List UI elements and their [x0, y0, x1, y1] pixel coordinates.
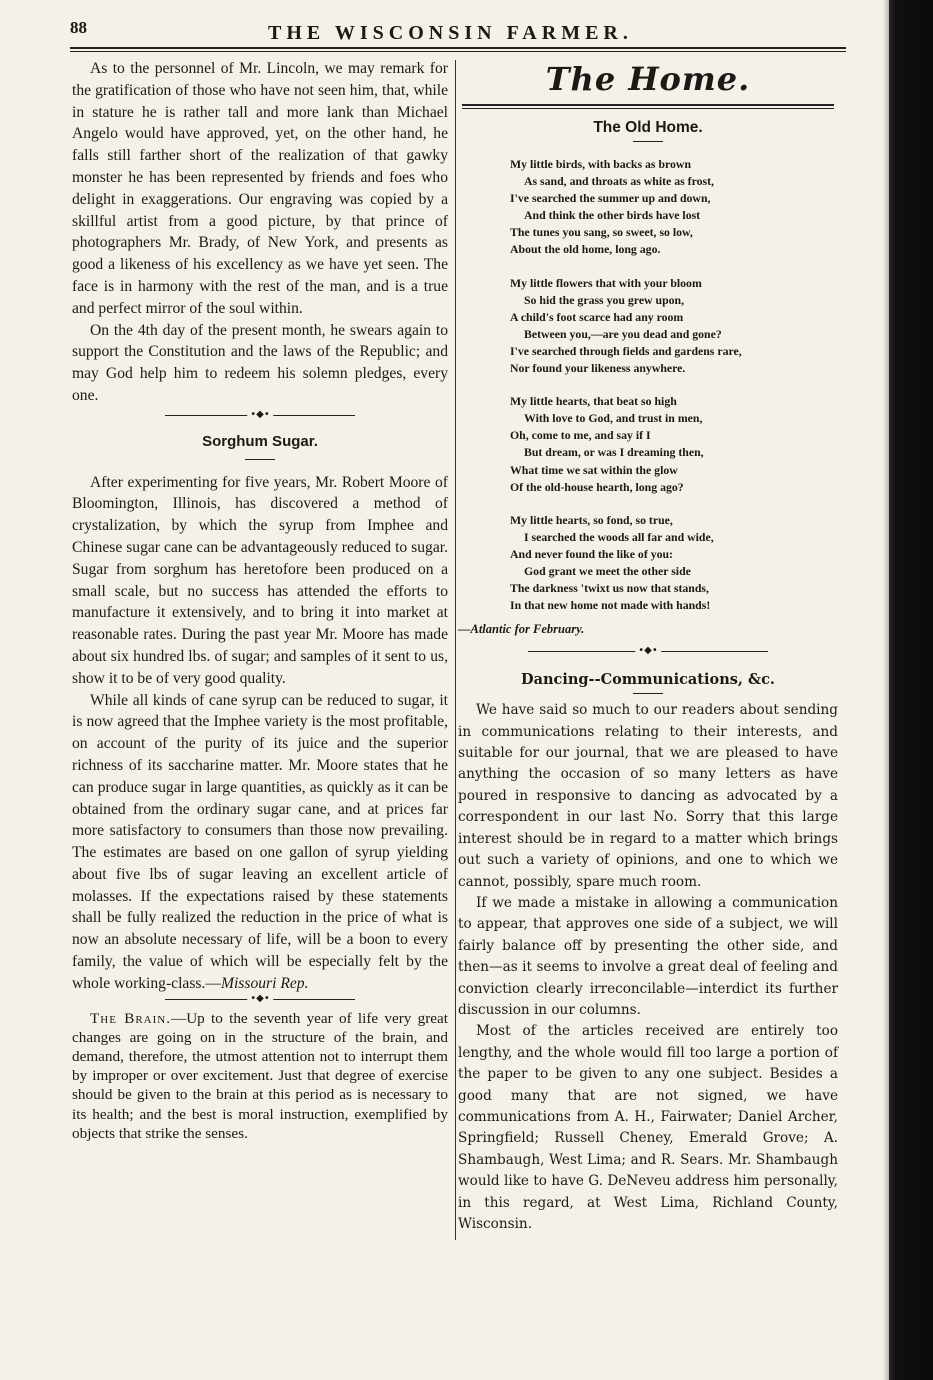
brain-paragraph [72, 1009, 448, 1143]
poem-line: God grant we meet the other side [524, 563, 691, 578]
scan-edge-shadow [889, 0, 933, 1380]
running-title: THE WISCONSIN FARMER. [268, 22, 633, 44]
poem-stanza-3 [510, 393, 838, 496]
sorghum-paragraph-2 [72, 690, 448, 995]
brain-text: —Up to the seventh year of life very great changes are going on in the structure of the brain, and demand, therefore, the utmost attention not to interrupt them by improper or over excitement. Just that degree of exercise should be given to the brain at this period as is necessary to its health; and the best is moral instruction, exemplified by objects that strike the senses. [72, 1009, 448, 1142]
poem-body [510, 156, 838, 614]
poem-line: My little hearts, so fond, so true, [510, 512, 673, 527]
poem-line: Of the old-house hearth, long ago? [510, 479, 684, 494]
sorghum-paragraph-1: After experimenting for five years, Mr. Robert Moore of Bloomington, Illinois, has discovered a method of crystalization, by which the syrup from Imphee and Chinese sugar cane can be advantageously reduced to sugar. Sugar from sorghum has heretofore been produced on a small scale, but no success has attended the efforts to manufacture it extensively, and to bring it into market at reasonable rates. During the past year Mr. Moore has made about six hundred lbs. of sugar; and samples of it sent to us, show it to be of very good quality. [72, 473, 448, 687]
dancing-paragraph-3: Most of the articles received are entirely too lengthy, and the whole would fill too large a portion of the paper to be given to any one subject. Besides a good many that are not signed, we have communications from A. H., Fairwater; Daniel Archer, Springfield; Russell Cheney, Emerald Grove; A. Shambaugh, West Lima; and R. Sears. Mr. Shambaugh would like to have G. DeNeveu address him personally, in this regard, at West Lima, Richland County, Wisconsin. [458, 1023, 838, 1232]
ornamental-rule: •◆• [165, 411, 355, 421]
title-rule [633, 141, 663, 142]
header-rule [70, 47, 846, 52]
column-divider [455, 60, 456, 1240]
sorghum-article [72, 431, 448, 995]
brain-article [72, 1009, 448, 1143]
poem-line: So hid the grass you grew upon, [524, 292, 685, 307]
poem-line: Between you,—are you dead and gone? [524, 326, 722, 341]
sorghum-paragraph-2-text: While all kinds of cane syrup can be reduced to sugar, it is now agreed that the Imphee variety is the most profitable, on account of the purity of its juice and the superior richness of its saccharine matter. Mr. Moore states that he can produce sugar in large quantities, as quickly as it can be obtained from the ordinary sugar cane, and at prices far more satisfactory to consumers than those now prevailing. The estimates are based on one gallon of syrup yielding about five lbs of sugar leaving an excellent article of molasses. If the expectations raised by these statements shall be fully realized the reduction in the price of what is now an absolute necessary of life, will be a boon to every family, the value of which will be especially felt by the whole working-class.— [72, 691, 448, 992]
right-column [458, 58, 838, 1235]
sorghum-source: Missouri Rep. [220, 974, 309, 992]
poem-line: My little flowers that with your bloom [510, 275, 702, 290]
poem-line: The darkness 'twixt us now that stands, [510, 581, 709, 596]
poem-title: The Old Home. [593, 119, 703, 136]
poem-credit: —Atlantic for February. [458, 622, 585, 637]
left-column [72, 58, 448, 1143]
dancing-title: Dancing--Communications, &c. [521, 671, 775, 689]
poem-line: Oh, come to me, and say if I [510, 428, 651, 443]
sorghum-title: Sorghum Sugar. [202, 432, 318, 450]
poem-stanza-2 [510, 275, 838, 378]
poem-line: About the old home, long ago. [510, 242, 661, 257]
title-rule [633, 693, 663, 694]
title-rule [245, 459, 275, 460]
home-department-title: The Home. [545, 60, 751, 98]
poem-line: I searched the woods all far and wide, [524, 529, 714, 544]
page-number: 88 [70, 18, 87, 37]
poem-stanza-4 [510, 512, 838, 615]
poem-line: With love to God, and trust in men, [524, 411, 703, 426]
lincoln-article [72, 58, 448, 407]
poem-line: My little hearts, that beat so high [510, 394, 677, 409]
lincoln-paragraph-1: As to the personnel of Mr. Lincoln, we may remark for the gratification of those who have not seen him, that, while in stature he is rather tall and more lank than Michael Angelo would have approved, yet, on the other hand, he falls still farther short of the realization of that gawky monster he has been represented by friends and foes who delight in exaggerations. Our engraving was copied by a skillful artist from a good picture, by that prince of photographers Mr. Brady, of New York, and presents as good a likeness of his excellency as we have yet seen. The face is in harmony with the rest of the man, and is a true and perfect mirror of the soul within. [72, 60, 448, 317]
ornamental-rule: •◆• [165, 995, 355, 1005]
poem-line: As sand, and throats as white as frost, [524, 174, 714, 189]
poem-line: I've searched through fields and gardens rare, [510, 343, 742, 358]
poem-line: In that new home not made with hands! [510, 598, 711, 613]
dancing-article [458, 700, 838, 1235]
poem-stanza-1 [510, 156, 838, 259]
poem-line: And think the other birds have lost [524, 208, 701, 223]
poem-line: And never found the like of you: [510, 546, 673, 561]
dancing-paragraph-2: If we made a mistake in allowing a communication to appear, that approves one side of a subject, we will fairly balance off by presenting the other side, and then—as it seems to involve a great deal of feeling and conviction clearly irreconcilable—interdict its further discussion in our columns. [458, 894, 838, 1018]
poem-line: I've searched the summer up and down, [510, 191, 711, 206]
poem-line: But dream, or was I dreaming then, [524, 445, 704, 460]
poem-line: What time we sat within the glow [510, 462, 678, 477]
dancing-paragraph-1: We have said so much to our readers about sending in communications relating to their interests, and suitable for our journal, that we are pleased to have anything the occasion of so many letters as have poured in responsive to dancing as advocated by a correspondent in our last No. Sorry that this large interest should be in regard to a matter which brings out such a variety of opinions, and one to which we cannot, possibly, spare much room. [458, 702, 838, 890]
poem-line: The tunes you sang, so sweet, so low, [510, 225, 693, 240]
poem-line: Nor found your likeness anywhere. [510, 361, 686, 376]
poem-line: A child's foot scarce had any room [510, 309, 684, 324]
home-title-rule [462, 104, 834, 109]
lincoln-paragraph-2: On the 4th day of the present month, he swears again to support the Constitution and the laws of the Republic; and may God help him to redeem his solemn pledges, every one. [72, 321, 448, 404]
brain-lead: The Brain. [90, 1009, 172, 1027]
ornamental-rule: •◆• [528, 647, 768, 657]
poem-line: My little birds, with backs as brown [510, 157, 692, 171]
